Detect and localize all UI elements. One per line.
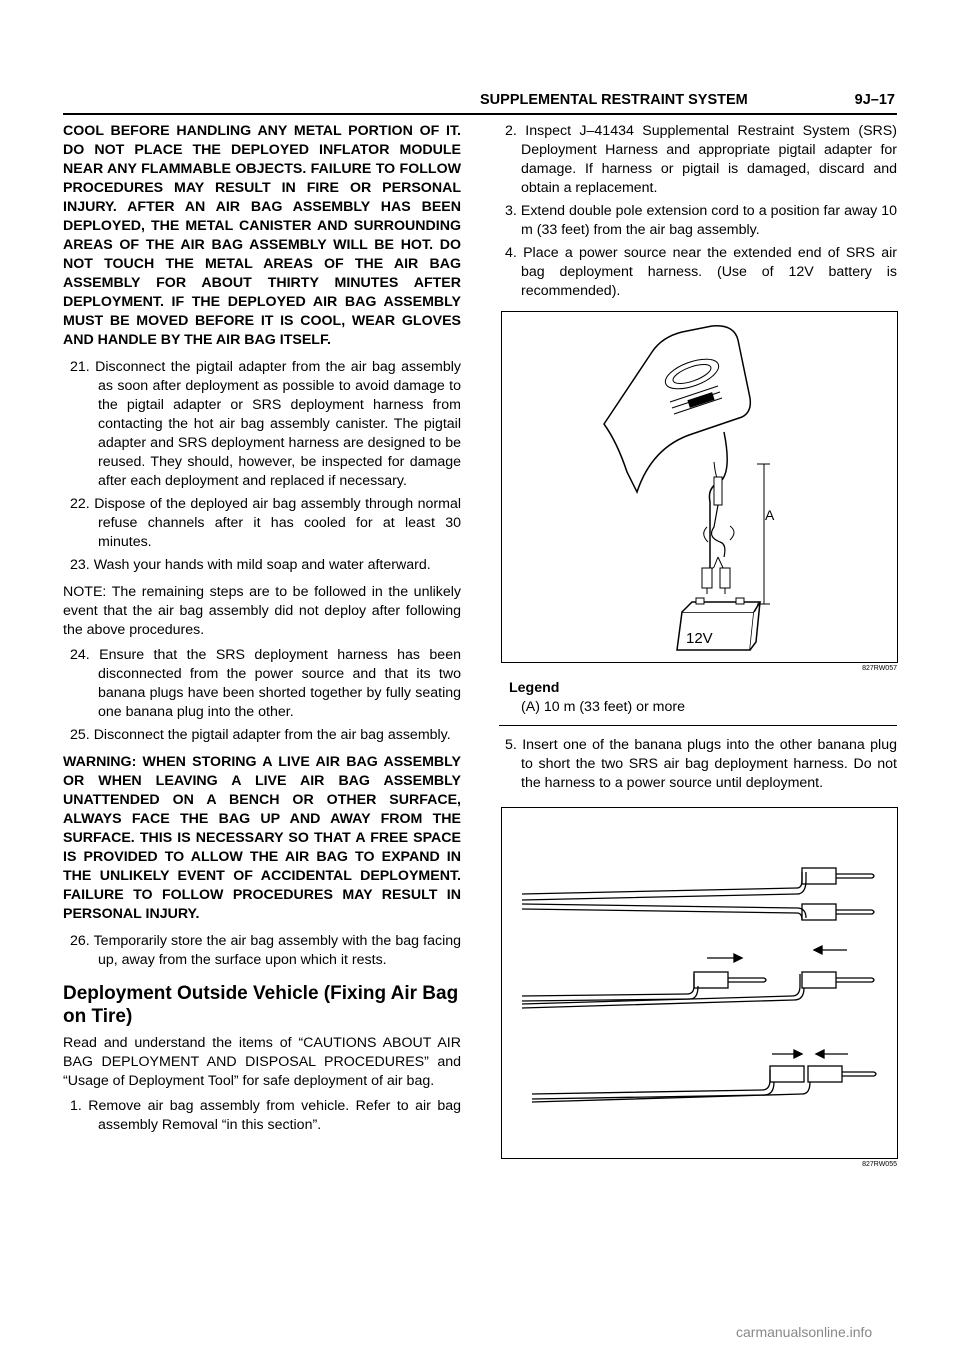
battery-label: 12V (686, 630, 713, 647)
figure-banana-plugs (501, 807, 898, 1159)
legend (509, 679, 897, 717)
figure-airbag-deployment (501, 311, 898, 663)
step-23: 23. Wash your hands with mild soap and water afterward. (70, 557, 431, 573)
intro-paragraph: Read and understand the items of “CAUTIONS ABOUT AIR BAG DEPLOYMENT AND DISPOSAL PROCEDURES” and “Usage of Deployment Tool” for safe deployment of air bag. (63, 1035, 461, 1089)
step-25: 25. Disconnect the pigtail adapter from the air bag assembly. (70, 727, 451, 743)
right-column (499, 122, 897, 1175)
step-4: 4. Place a power source near the extended end of SRS air bag deployment harness. (Use of 12V battery is recommended). (505, 245, 897, 299)
step-22: 22. Dispose of the deployed air bag assembly through normal refuse channels after it has cooled for at least 30 minutes. (70, 496, 461, 550)
divider (499, 725, 897, 726)
step-21: 21. Disconnect the pigtail adapter from the air bag assembly as soon after deployment as possible to avoid damage to the pigtail adapter or SRS deployment harness from contacting the hot air bag assembly canister. The pigtail adapter and SRS deployment harness are designed to be reused. They should, however, be inspected for damage after each deployment and replaced if necessary. (70, 359, 461, 489)
warning-storage: WARNING: WHEN STORING A LIVE AIR BAG ASSEMBLY OR WHEN LEAVING A LIVE AIR BAG ASSEMBLY UNATTENDED ON A BENCH OR OTHER SURFACE, ALWAYS FACE THE BAG UP AND AWAY FROM THE SURFACE. THIS IS NECESSARY SO THAT A FREE SPACE IS PROVIDED TO ALLOW THE AIR BAG TO EXPAND IN THE UNLIKELY EVENT OF ACCIDENTAL DEPLOYMENT. FAILURE TO FOLLOW PROCEDURES MAY RESULT IN PERSONAL INJURY. (63, 754, 461, 922)
header-rule (63, 113, 897, 115)
left-column (63, 122, 461, 1139)
step-5: 5. Insert one of the banana plugs into the other banana plug to short the two SRS air bag deployment harness. Do not the harness to a power source until deployment. (505, 737, 897, 791)
warning-cool: COOL BEFORE HANDLING ANY METAL PORTION OF IT. DO NOT PLACE THE DEPLOYED INFLATOR MODULE NEAR ANY FLAMMABLE OBJECTS. FAILURE TO FOLLOW PROCEDURES MAY RESULT IN FIRE OR PERSONAL INJURY. AFTER AN AIR BAG ASSEMBLY HAS BEEN DEPLOYED, THE METAL CANISTER AND SURROUNDING AREAS OF THE AIR BAG ASSEMBLY WILL BE HOT. DO NOT TOUCH THE METAL AREAS OF THE AIR BAG ASSEMBLY FOR ABOUT THIRTY MINUTES AFTER DEPLOYMENT. IF THE DEPLOYED AIR BAG ASSEMBLY MUST BE MOVED BEFORE IT IS COOL, WEAR GLOVES AND HANDLE BY THE AIR BAG ITSELF. (63, 123, 461, 348)
banana-plug-illustration (502, 808, 897, 1158)
page-number: 9J–17 (854, 92, 895, 108)
section-title: SUPPLEMENTAL RESTRAINT SYSTEM (480, 92, 748, 108)
note: NOTE: The remaining steps are to be followed in the unlikely event that the air bag assembly did not deploy after following the above procedures. (63, 584, 461, 638)
step-3: 3. Extend double pole extension cord to a position far away 10 m (33 feet) from the air bag assembly. (505, 203, 897, 238)
figure-code-1: 827RW057 (862, 665, 897, 672)
watermark: carmanualsonline.info (736, 1324, 873, 1340)
step-1: 1. Remove air bag assembly from vehicle. Refer to air bag assembly Removal “in this section”. (70, 1098, 461, 1133)
section-heading: Deployment Outside Vehicle (Fixing Air Bag on Tire) (63, 983, 459, 1027)
figure-code-2: 827RW055 (862, 1161, 897, 1168)
dimension-a-label: A (765, 507, 775, 523)
airbag-harness-illustration (502, 312, 897, 662)
legend-title: Legend (509, 680, 560, 696)
legend-item-a: (A) 10 m (33 feet) or more (521, 699, 685, 715)
step-24: 24. Ensure that the SRS deployment harness has been disconnected from the power source and that its two banana plugs have been shorted together by fully seating one banana plug into the other. (70, 647, 461, 720)
step-26: 26. Temporarily store the air bag assembly with the bag facing up, away from the surface upon which it rests. (70, 933, 462, 968)
step-2: 2. Inspect J–41434 Supplemental Restraint System (SRS) Deployment Harness and appropriate pigtail adapter for damage. If harness or pigtail is damaged, discard and obtain a replacement. (505, 123, 897, 196)
